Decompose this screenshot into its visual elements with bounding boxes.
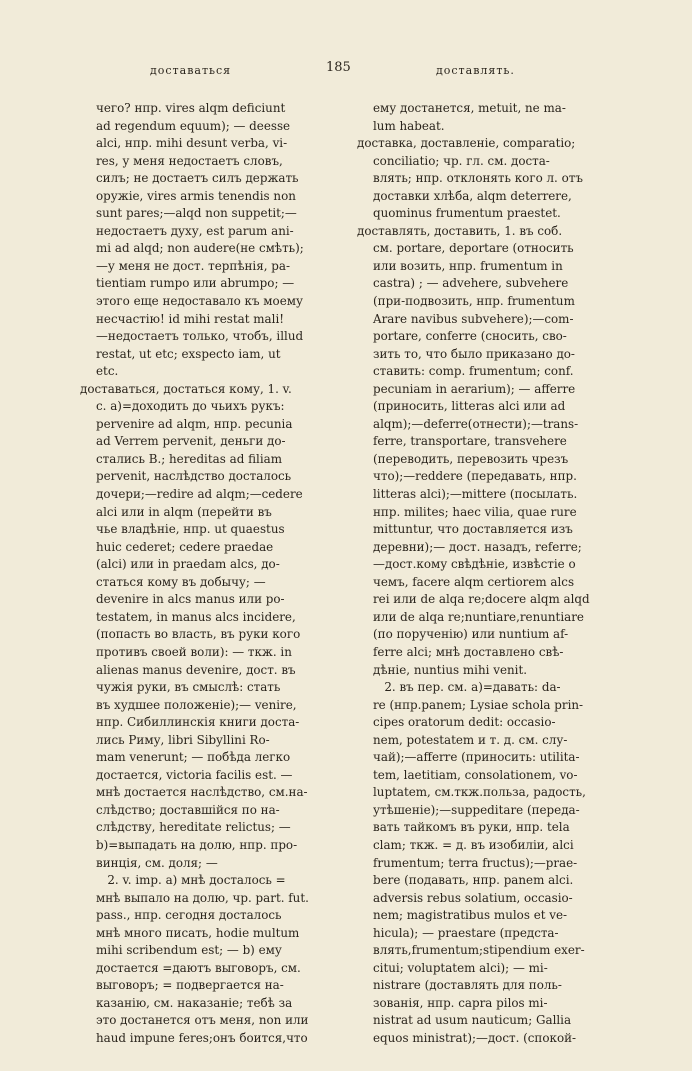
text-line: devenire in alcs manus или po- bbox=[96, 592, 285, 607]
text-line: pervenit, наслѣдство досталось bbox=[96, 469, 292, 484]
left-column bbox=[80, 100, 342, 1048]
text-line: влять; нпр. отклонять кого л. отъ bbox=[373, 171, 583, 186]
text-line: nistrat ad usum nauticum; Gallia bbox=[373, 1013, 572, 1028]
text-line: оружіе, vires armis tenendis non bbox=[96, 188, 296, 203]
text-line: mi ad alqd; non audere(не смѣть); bbox=[96, 241, 304, 256]
text-line: доставаться, достаться кому, 1. v. bbox=[80, 381, 292, 396]
text-line: лись Риму, libri Sibyllini Ro- bbox=[96, 732, 270, 747]
text-line: cipes oratorum dedit: occasio- bbox=[373, 715, 556, 730]
text-line: этого еще недоставало къ моему bbox=[96, 294, 303, 309]
text-line: противъ своей воли): — ткж. in bbox=[96, 644, 292, 659]
text-line: силъ; не достаетъ силъ держать bbox=[96, 171, 299, 186]
text-line: luptatem, см.ткж.польза, радость, bbox=[373, 785, 586, 800]
text-line: mam venerunt; — побѣда легко bbox=[96, 750, 291, 765]
text-line: ferre, transportare, transvehere bbox=[373, 434, 567, 449]
text-line: (попасть во власть, въ руки кого bbox=[96, 627, 301, 642]
text-line: дѣніе, nuntius mihi venit. bbox=[373, 662, 528, 677]
text-line: несчастію! id mihi restat mali! bbox=[96, 311, 285, 326]
text-line: чье владѣніе, нпр. ut quaestus bbox=[96, 522, 285, 537]
text-line: нпр. Сибиллинскія книги доста- bbox=[96, 715, 300, 730]
text-line: huic cederet; cedere praedae bbox=[96, 539, 274, 554]
text-line: достается =даютъ выговоръ, см. bbox=[96, 960, 301, 975]
text-line: винція, см. доля; — bbox=[96, 855, 218, 870]
text-line: nistrare (доставлять для поль- bbox=[373, 978, 562, 993]
text-line: или возить, нпр. frumentum in bbox=[373, 258, 563, 273]
page-number: 185 bbox=[326, 60, 351, 75]
text-line: alqm);—deferre(отнести);—trans- bbox=[373, 416, 579, 431]
header-left-word: доставаться bbox=[150, 64, 232, 77]
text-line: nem, potestatem и т. д. см. слу- bbox=[373, 732, 568, 747]
text-line: tientiam rumpo или abrumpo; — bbox=[96, 276, 295, 291]
text-line: ferre alci; мнѣ доставлено свѣ- bbox=[373, 644, 564, 659]
text-line: статься кому въ добычу; — bbox=[96, 574, 266, 589]
text-line: b)=выпадать на долю, нпр. про- bbox=[96, 837, 298, 852]
text-line: citui; voluptatem alci); — mi- bbox=[373, 960, 548, 975]
header-right-word: доставлять. bbox=[436, 64, 515, 77]
text-line: деревни);— дост. назадъ, referre; bbox=[373, 539, 582, 554]
text-line: (alci) или in praedam alcs, до- bbox=[96, 557, 280, 572]
text-line: чемъ, facere alqm certiorem alcs bbox=[373, 574, 575, 589]
text-line: alienas manus devenire, дост. въ bbox=[96, 662, 296, 677]
text-line: (по порученію) или nuntium af- bbox=[373, 627, 569, 642]
text-line: или de alqa re;nuntiare,renuntiare bbox=[373, 609, 584, 624]
text-line: чай);—afferre (приносить: utilita- bbox=[373, 750, 580, 765]
text-line: haud impune feres;онъ боится,что bbox=[96, 1030, 308, 1045]
text-line: pecuniam in aerarium); — afferre bbox=[373, 381, 576, 396]
text-line: mittuntur, что доставляется изъ bbox=[373, 522, 573, 537]
text-line: bere (подавать, нпр. panem alci. bbox=[373, 873, 574, 888]
text-line: чужія руки, въ смыслѣ: стать bbox=[96, 680, 281, 695]
text-line: alci или in alqm (перейти въ bbox=[96, 504, 272, 519]
right-column bbox=[357, 100, 619, 1048]
text-line: etc. bbox=[96, 364, 119, 379]
text-line: ad Verrem pervenit, деньги до- bbox=[96, 434, 286, 449]
text-line: castra) ; — advehere, subvehere bbox=[373, 276, 569, 291]
text-line: litteras alci);—mittere (посылать. bbox=[373, 487, 578, 502]
text-line: ad regendum equum); — deesse bbox=[96, 118, 291, 133]
text-line: restat, ut etc; exspecto iam, ut bbox=[96, 346, 281, 361]
text-line: (при-подвозить, нпр. frumentum bbox=[373, 294, 575, 309]
text-line: ставить: comp. frumentum; conf. bbox=[373, 364, 574, 379]
text-line: мнѣ выпало на долю, чр. part. fut. bbox=[96, 890, 309, 905]
text-line: lum habeat. bbox=[373, 118, 445, 133]
text-line: дочери;—redire ad alqm;—cedere bbox=[96, 487, 303, 502]
running-header bbox=[0, 60, 692, 80]
text-line: слѣдство; доставшійся по на- bbox=[96, 802, 280, 817]
text-line: доставки хлѣба, alqm deterrere, bbox=[373, 188, 572, 203]
text-line: pass., нпр. сегодня досталось bbox=[96, 908, 282, 923]
text-line: ему достанется, metuit, ne ma- bbox=[373, 101, 566, 115]
text-line: (приносить, litteras alci или ad bbox=[373, 399, 566, 414]
text-line: выговоръ; = подвергается на- bbox=[96, 978, 284, 993]
text-line: мнѣ много писать, hodie multum bbox=[96, 925, 300, 940]
text-line: equos ministrat);—дост. (спокой- bbox=[373, 1030, 577, 1045]
text-line: 2. въ пер. см. a)=давать: da- bbox=[373, 680, 561, 695]
text-line: clam; ткж. = д. въ изобиліи, alci bbox=[373, 837, 574, 852]
text-line: portare, conferre (сносить, сво- bbox=[373, 329, 567, 344]
text-line: conciliatio; чр. гл. см. доста- bbox=[373, 153, 550, 168]
text-line: достается, victoria facilis est. — bbox=[96, 767, 293, 782]
text-line: вать тайкомъ въ руки, нпр. tela bbox=[373, 820, 570, 835]
text-line: слѣдству, hereditate relictus; — bbox=[96, 820, 291, 835]
text-line: это достанется отъ меня, non или bbox=[96, 1013, 309, 1028]
text-line: недостаетъ духу, est parum ani- bbox=[96, 223, 294, 238]
text-line: adversis rebus solatium, occasio- bbox=[373, 890, 573, 905]
text-line: tem, laetitiam, consolationem, vo- bbox=[373, 767, 578, 782]
text-line: влять,frumentum;stipendium exer- bbox=[373, 943, 585, 958]
text-line: sunt pares;—alqd non suppetit;— bbox=[96, 206, 297, 221]
text-line: frumentum; terra fructus);—prae- bbox=[373, 855, 578, 870]
text-line: стались В.; hereditas ad filiam bbox=[96, 451, 282, 466]
text-line: pervenire ad alqm, нпр. pecunia bbox=[96, 416, 293, 431]
text-line: нпр. milites; haec vilia, quae rure bbox=[373, 504, 577, 519]
text-line: nem; magistratibus mulos et ve- bbox=[373, 908, 568, 923]
text-line: что);—reddere (передавать, нпр. bbox=[373, 469, 577, 484]
text-line: c. a)=доходить до чьихъ рукъ: bbox=[96, 399, 285, 414]
text-line: зить то, что было приказано до- bbox=[373, 346, 575, 361]
text-line: см. portare, deportare (относить bbox=[373, 241, 574, 256]
text-line: доставка, доставленіе, comparatio; bbox=[357, 136, 576, 151]
text-line: зованія, нпр. capra pilos mi- bbox=[373, 995, 548, 1010]
text-line: утѣшеніе);—suppeditare (переда- bbox=[373, 802, 580, 817]
text-line: чего? нпр. vires alqm deficiunt bbox=[96, 101, 286, 115]
text-line: казанію, см. наказаніе; тебѣ за bbox=[96, 995, 293, 1010]
text-line: hicula); — praestare (предста- bbox=[373, 925, 559, 940]
text-line: alci, нпр. mihi desunt verba, vi- bbox=[96, 136, 288, 151]
text-line: —дост.кому свѣдѣніе, извѣстіе о bbox=[373, 557, 576, 572]
text-line: quominus frumentum praestet. bbox=[373, 206, 561, 221]
text-line: (переводить, перевозить чрезъ bbox=[373, 451, 569, 466]
text-line: мнѣ достается наслѣдство, см.на- bbox=[96, 785, 308, 800]
text-line: —недостаетъ только, чтобъ, illud bbox=[96, 329, 304, 344]
text-line: 2. v. imp. a) мнѣ досталось = bbox=[96, 873, 286, 888]
text-line: —у меня не дост. терпѣнія, pa- bbox=[96, 258, 291, 273]
text-line: въ худшее положеніе);— venire, bbox=[96, 697, 297, 712]
text-line: доставлять, доставить, 1. въ соб. bbox=[357, 223, 563, 238]
text-line: testatem, in manus alcs incidere, bbox=[96, 609, 296, 624]
text-line: Arare navibus subvehere);—com- bbox=[373, 311, 574, 326]
text-line: re (нпр.panem; Lysiae schola prin- bbox=[373, 697, 584, 712]
text-line: res, у меня недостаетъ словъ, bbox=[96, 153, 283, 168]
text-line: rei или de alqa re;docere alqm alqd bbox=[373, 592, 590, 607]
text-line: mihi scribendum est; — b) ему bbox=[96, 943, 282, 958]
